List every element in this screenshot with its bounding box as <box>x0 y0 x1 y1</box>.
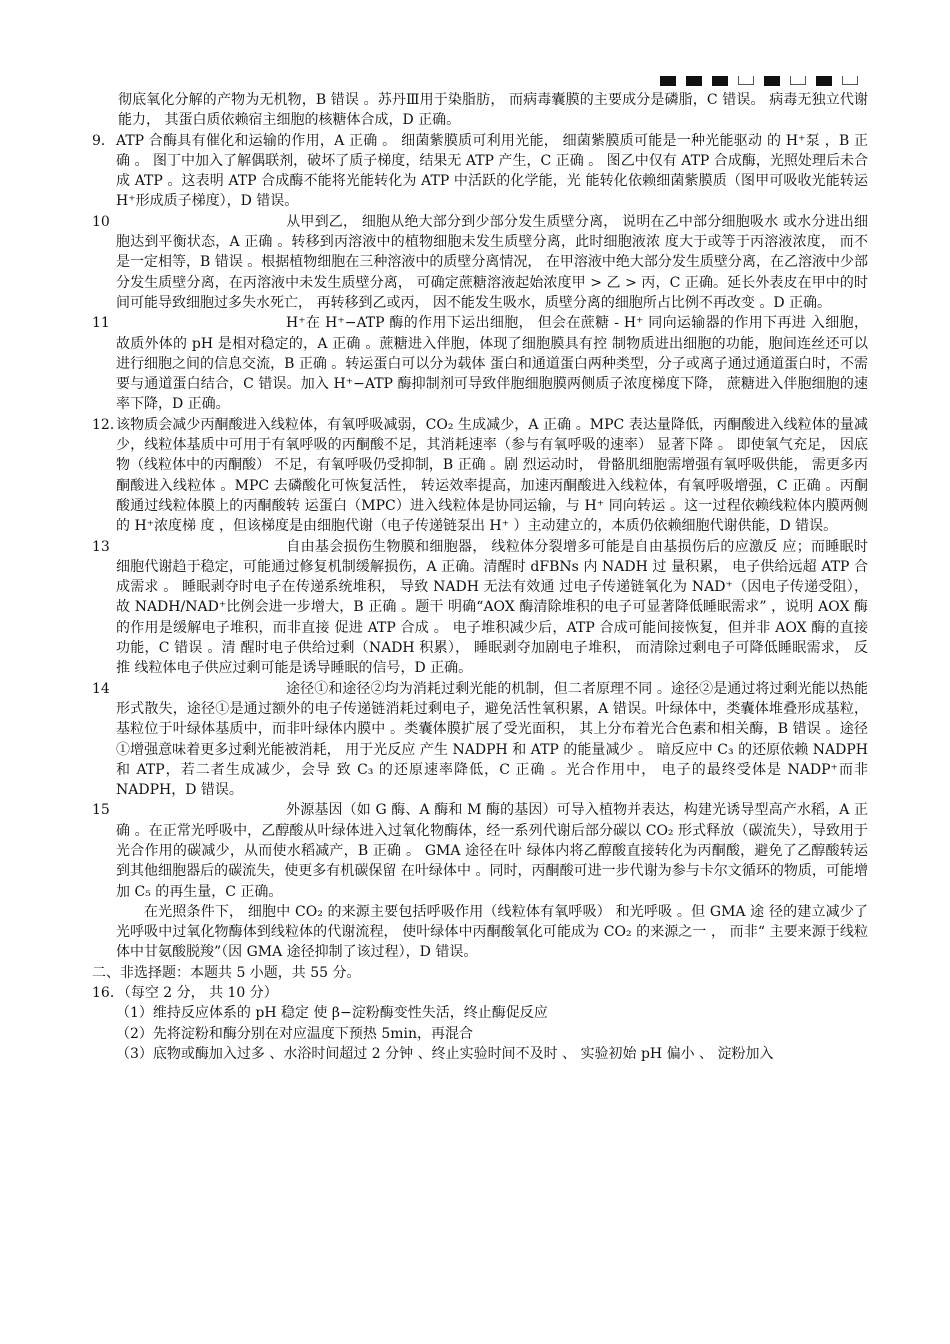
header-marks <box>660 76 858 86</box>
answer-page <box>92 90 868 1064</box>
question-16-answer-2: （2）先将淀粉和酶分别在对应温度下预热 5min，再混合 <box>116 1025 474 1042</box>
answer-item-15 <box>92 800 868 901</box>
header-mark <box>660 76 676 86</box>
header-mark <box>816 76 832 86</box>
answer-item-13 <box>92 537 868 679</box>
answer-item-12 <box>92 415 868 537</box>
answer-item-9 <box>92 131 868 212</box>
item-number: 14 <box>92 680 110 697</box>
header-mark <box>764 76 780 86</box>
item-text: ATP 合酶具有催化和运输的作用，A 正确 。 细菌紫膜质可利用光能， 细菌紫膜质可能是一种光能驱动 的 H⁺泵 ，B 正确 。 图丁中加入了解偶联剂，破坏了质子梯度，结果无 ATP 产生，C 正确 。 图乙中仅有 ATP 合成酶，光照处理后未合成 ATP 。这表明 ATP 合成酶不能将光能转化为 ATP 中活跃的化学能，光 能转化依赖细菌紫膜质（图甲可吸收光能转运 H⁺形成质子梯度），D 错误。 <box>116 132 868 210</box>
question-16-answer-3: （3）底物或酶加入过多 、水浴时间超过 2 分钟 、终止实验时间不及时 、 实验初始 pH 偏小 、 淀粉加入 <box>116 1045 774 1062</box>
question-16-answer-1: （1）维持反应体系的 pH 稳定 使 β−淀粉酶变性失活，终止酶促反应 <box>116 1005 548 1022</box>
answer-item-10 <box>92 212 868 313</box>
item-text: 该物质会减少丙酮酸进入线粒体，有氧呼吸减弱，CO₂ 生成减少，A 正确 。MPC 表达量降低，丙酮酸进入线粒体的量减少，线粒体基质中可用于有氧呼吸的丙酮酸不足，其消耗速率（参与有氧呼吸的速率） 显著下降 。 即使氧气充足， 因底物（线粒体中的丙酮酸） 不足，有氧呼吸仍受抑制，B 正确 。剧 烈运动时， 骨骼肌细胞需增强有氧呼吸供能， 需更多丙酮酸进入线粒体 。MPC 去磷酸化可恢复活性， 转运效率提高，加速丙酮酸进入线粒体，有氧呼吸增强，C 正确 。丙酮酸通过线粒体膜上的丙酮酸转 运蛋白（MPC）进入线粒体是协同运输，与 H⁺ 同向转运 。这一过程依赖线粒体内膜两侧的 H⁺浓度梯 度 ，但该梯度是由细胞代谢（电子传递链泵出 H⁺ ）主动建立的，本质仍依赖细胞代谢供能，D 错误。 <box>116 416 868 535</box>
item-text: 途径①和途径②均为消耗过剩光能的机制，但二者原理不同 。途径②是通过将过剩光能以热能形式散失，途径①是通过额外的电子传递链消耗过剩电子，避免活性氧积累，A 错误。叶绿体中，类囊体堆叠形成基粒，基粒位于叶绿体基质中，而非叶绿体内膜中 。类囊体膜扩展了受光面积， 其上分布着光合色素和相关酶，B 错误 。途径①增强意味着更多过剩光能被消耗， 用于光反应 产生 NADPH 和 ATP 的能量减少 。 暗反应中 C₃ 的还原依赖 NADPH 和 ATP，若二者生成减少，会导 致 C₃ 的还原速率降低，C 正确 。光合作用中， 电子的最终受体是 NADP⁺而非 NADPH，D 错误。 <box>116 680 868 799</box>
item-number: 15 <box>92 802 110 819</box>
item-15-continued: 在光照条件下， 细胞中 CO₂ 的来源主要包括呼吸作用（线粒体有氧呼吸） 和光呼吸 。但 GMA 途 径的建立减少了光呼吸中过氧化物酶体到线粒体的代谢流程， 使叶绿体中丙酮酸氧化可能成为 CO₂ 的来源之一 ， 而非“ 主要来源于线粒体中甘氨酸脱羧”（因 GMA 途径抑制了该过程），D 错误。 <box>116 903 868 961</box>
item-text: 从甲到乙， 细胞从绝大部分到少部分发生质壁分离， 说明在乙中部分细胞吸水 或水分进出细胞达到平衡状态，A 正确 。转移到丙溶液中的植物细胞未发生质壁分离，此时细胞液浓 度大于或等于丙溶液浓度， 而不是一定相等，B 错误 。根据植物细胞在三种溶液中的质壁分离情况， 在甲溶液中绝大部分发生质壁分离，在乙溶液中少部分发生质壁分离，在丙溶液中未发生质壁分离， 可确定蔗糖溶液起始浓度甲 > 乙 > 丙，C 正确。延长外表皮在甲中的时间可能导致细胞过多失水死亡， 再转移到乙或丙， 因不能发生吸水，质壁分离的细胞所占比例不再改变 。D 正确。 <box>116 213 868 311</box>
answer-item-11 <box>92 313 868 414</box>
header-mark <box>686 76 702 86</box>
item-number: 9． <box>92 132 115 149</box>
continued-paragraph: 彻底氧化分解的产物为无机物，B 错误 。苏丹Ⅲ用于染脂肪， 而病毒囊膜的主要成分是磷脂，C 错误。 病毒无独立代谢能力， 其蛋白质依赖宿主细胞的核糖体合成，D 正确。 <box>118 92 868 129</box>
answer-item-14 <box>92 679 868 801</box>
item-text: H⁺在 H⁺−ATP 酶的作用下运出细胞， 但会在蔗糖 - H⁺ 同向运输器的作用下再进 入细胞， 故质外体的 pH 是相对稳定的，A 正确 。蔗糖进入伴胞，体现了细胞膜具有控 制物质进出细胞的功能，胞间连丝还可以进行细胞之间的信息交流，B 正确 。转运蛋白可以分为载体 蛋白和通道蛋白两种类型，分子或离子通过通道蛋白时，不需要与通道蛋白结合，C 错误。加入 H⁺−ATP 酶抑制剂可导致伴胞细胞膜两侧质子浓度梯度下降， 蔗糖进入伴胞细胞的速率下降，D 正确。 <box>116 315 868 413</box>
header-mark <box>738 76 754 85</box>
item-text: 自由基会损伤生物膜和细胞器， 线粒体分裂增多可能是自由基损伤后的应激反 应；而睡眠时细胞代谢趋于稳定，可能通过修复机制缓解损伤，A 正确。清醒时 dFBNs 内 NADH 过 量积累， 电子供给远超 ATP 合成需求 。 睡眠剥夺时电子在传递系统堆积， 导致 NADH 无法有效通 过电子传递链氧化为 NAD⁺（因电子传递受阻），故 NADH/NAD⁺比例会进一步增大，B 正确 。题干 明确“AOX 酶清除堆积的电子可显著降低睡眠需求” ，说明 AOX 酶的作用是缓解电子堆积，而非直接 促进 ATP 合成 。 电子堆积减少后，ATP 合成可能间接恢复，但并非 AOX 酶的直接功能，C 错误 。清 醒时电子供给过剩（NADH 积累）， 睡眠剥夺加剧电子堆积， 而清除过剩电子可降低睡眠需求， 反推 线粒体电子供应过剩可能是诱导睡眠的信号，D 正确。 <box>116 538 868 677</box>
header-mark <box>790 76 806 85</box>
question-16-head: 16．（每空 2 分， 共 10 分） <box>92 985 278 1002</box>
header-mark <box>842 76 858 85</box>
item-text: 外源基因（如 G 酶、A 酶和 M 酶的基因）可导入植物并表达，构建光诱导型高产水稻，A 正确 。在正常光呼吸中，乙醇酸从叶绿体进入过氧化物酶体，经一系列代谢后部分碳以 CO₂ 形式释放（碳流失），导致用于光合作用的碳减少，从而使水稻减产，B 正确 。 GMA 途径在叶 绿体内将乙醇酸直接转化为丙酮酸，避免了乙醇酸转运到其他细胞器后的碳流失，使更多有机碳保留 在叶绿体中 。同时，丙酮酸可进一步代谢为参与卡尔文循环的物质，可能增加 C₅ 的再生量，C 正确。 <box>116 802 868 900</box>
header-mark <box>712 76 728 86</box>
item-number: 10 <box>92 213 110 230</box>
section-title: 二、非选择题：本题共 5 小题，共 55 分。 <box>92 964 361 981</box>
item-number: 13 <box>92 538 110 555</box>
item-number: 11 <box>92 315 110 332</box>
item-number: 12． <box>92 416 124 433</box>
